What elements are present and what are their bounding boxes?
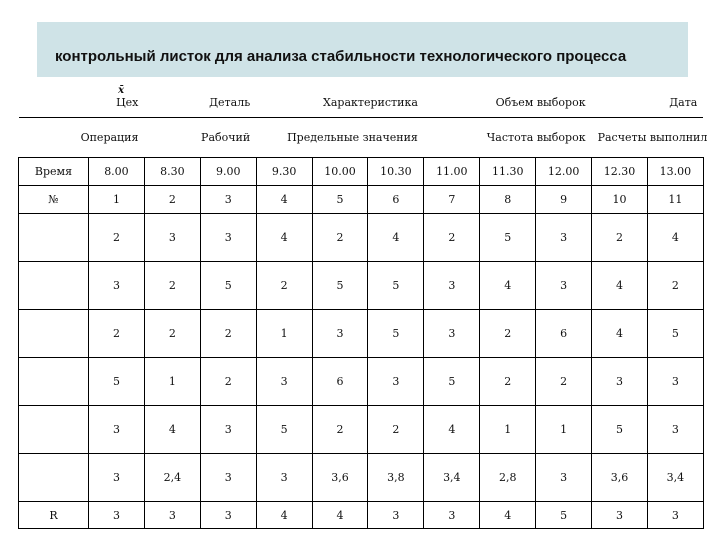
time-cell: 11.00 — [424, 158, 480, 186]
range-cell: 3 — [89, 502, 145, 529]
sample-cell: 3 — [368, 358, 424, 406]
header-field-label-value: Цех — [116, 95, 139, 109]
sample-cell: 3 — [256, 358, 312, 406]
sample-cell: 2 — [312, 214, 368, 262]
side-cell — [19, 454, 89, 502]
header-field-label-text — [116, 84, 139, 109]
number-cell: 2 — [144, 186, 200, 214]
mean-cell: 2,8 — [480, 454, 536, 502]
number-cell: 9 — [536, 186, 592, 214]
sample-cell: 2 — [592, 214, 648, 262]
sample-cell: 3 — [312, 310, 368, 358]
mean-cell: 3,8 — [368, 454, 424, 502]
mean-cell: 3,6 — [592, 454, 648, 502]
time-cell: 9.00 — [200, 158, 256, 186]
time-row — [19, 158, 704, 186]
sample-row — [19, 406, 704, 454]
sample-cell: 1 — [256, 310, 312, 358]
header-field-label: Расчеты выполнил — [592, 118, 704, 158]
sample-cell: 5 — [368, 310, 424, 358]
sample-row — [19, 214, 704, 262]
mean-cell: 3 — [256, 454, 312, 502]
sample-cell: 5 — [647, 310, 703, 358]
number-cell: 7 — [424, 186, 480, 214]
time-cell: 10.30 — [368, 158, 424, 186]
range-cell: 4 — [480, 502, 536, 529]
range-cell: 3 — [144, 502, 200, 529]
sample-row — [19, 310, 704, 358]
sample-cell: 2 — [89, 214, 145, 262]
range-cell: 3 — [200, 502, 256, 529]
sample-cell: 2 — [368, 406, 424, 454]
header-field-label: Деталь — [144, 87, 256, 118]
time-cell: 12.30 — [592, 158, 648, 186]
header-field-label: Предельные значения — [256, 118, 424, 158]
sample-cell: 6 — [312, 358, 368, 406]
header-row-1 — [19, 87, 704, 118]
sample-cell: 2 — [89, 310, 145, 358]
sample-cell: 4 — [256, 214, 312, 262]
header-field-label: Рабочий — [144, 118, 256, 158]
sample-cell: 3 — [200, 406, 256, 454]
number-label: № — [19, 186, 89, 214]
time-cell: 8.30 — [144, 158, 200, 186]
page-title: контрольный листок для анализа стабильности технологического процесса — [55, 48, 627, 65]
time-cell: 10.00 — [312, 158, 368, 186]
sample-cell: 4 — [592, 262, 648, 310]
number-row — [19, 186, 704, 214]
mean-cell: 3 — [536, 454, 592, 502]
sample-cell: 2 — [480, 358, 536, 406]
header-field-label: Операция — [19, 118, 145, 158]
time-cell: 9.30 — [256, 158, 312, 186]
sample-cell: 2 — [536, 358, 592, 406]
sample-cell: 4 — [647, 214, 703, 262]
mean-row — [19, 454, 704, 502]
control-sheet-table — [18, 84, 708, 529]
sample-cell: 5 — [312, 262, 368, 310]
sample-cell: 3 — [536, 214, 592, 262]
mean-symbol: x̄ — [118, 84, 125, 96]
sample-cell: 4 — [592, 310, 648, 358]
sample-cell: 3 — [647, 358, 703, 406]
time-cell: 11.30 — [480, 158, 536, 186]
range-cell: 4 — [312, 502, 368, 529]
sample-cell: 3 — [89, 406, 145, 454]
header-row-2 — [19, 118, 704, 158]
sample-cell: 1 — [144, 358, 200, 406]
sample-cell: 5 — [424, 358, 480, 406]
range-cell: 3 — [592, 502, 648, 529]
number-cell: 11 — [647, 186, 703, 214]
mean-cell: 2,4 — [144, 454, 200, 502]
sample-cell: 5 — [256, 406, 312, 454]
sample-cell: 1 — [536, 406, 592, 454]
side-cell — [19, 358, 89, 406]
header-field-label: Частота выборок — [424, 118, 592, 158]
range-row — [19, 502, 704, 529]
sample-cell: 4 — [480, 262, 536, 310]
sample-cell: 4 — [424, 406, 480, 454]
sample-cell: 1 — [480, 406, 536, 454]
header-field-label: Объем выборок — [424, 87, 592, 118]
mean-cell: 3,4 — [424, 454, 480, 502]
number-cell: 6 — [368, 186, 424, 214]
number-cell: 3 — [200, 186, 256, 214]
header-field-label: Дата — [592, 87, 704, 118]
sample-cell: 2 — [647, 262, 703, 310]
sample-cell: 2 — [480, 310, 536, 358]
sample-cell: 4 — [144, 406, 200, 454]
side-cell — [19, 214, 89, 262]
range-cell: 3 — [424, 502, 480, 529]
sample-cell: 4 — [368, 214, 424, 262]
header-field-label: Характеристика — [256, 87, 424, 118]
number-cell: 8 — [480, 186, 536, 214]
time-cell: 13.00 — [647, 158, 703, 186]
number-cell: 10 — [592, 186, 648, 214]
sample-cell: 3 — [536, 262, 592, 310]
range-cell: 5 — [536, 502, 592, 529]
sample-cell: 3 — [89, 262, 145, 310]
sample-cell: 2 — [312, 406, 368, 454]
number-cell: 4 — [256, 186, 312, 214]
sample-cell: 2 — [424, 214, 480, 262]
time-cell: 8.00 — [89, 158, 145, 186]
sample-cell: 3 — [200, 214, 256, 262]
sample-cell: 3 — [592, 358, 648, 406]
range-label: R — [19, 502, 89, 529]
time-label: Время — [19, 158, 89, 186]
sample-cell: 2 — [200, 310, 256, 358]
sample-cell: 3 — [144, 214, 200, 262]
sample-cell: 3 — [424, 262, 480, 310]
header-field-label — [19, 84, 145, 118]
sample-cell: 2 — [144, 262, 200, 310]
sample-row — [19, 358, 704, 406]
mean-cell: 3 — [89, 454, 145, 502]
sample-row — [19, 262, 704, 310]
number-cell: 5 — [312, 186, 368, 214]
sample-cell: 3 — [647, 406, 703, 454]
range-cell: 4 — [256, 502, 312, 529]
range-cell: 3 — [647, 502, 703, 529]
mean-cell: 3 — [200, 454, 256, 502]
sample-cell: 2 — [256, 262, 312, 310]
sample-cell: 6 — [536, 310, 592, 358]
sample-cell: 2 — [144, 310, 200, 358]
side-cell — [19, 262, 89, 310]
sample-cell: 5 — [480, 214, 536, 262]
sample-cell: 5 — [368, 262, 424, 310]
sample-cell: 2 — [200, 358, 256, 406]
mean-cell: 3,4 — [647, 454, 703, 502]
side-cell — [19, 406, 89, 454]
sample-cell: 5 — [592, 406, 648, 454]
side-cell — [19, 310, 89, 358]
sample-cell: 3 — [424, 310, 480, 358]
sample-cell: 5 — [200, 262, 256, 310]
range-cell: 3 — [368, 502, 424, 529]
time-cell: 12.00 — [536, 158, 592, 186]
title-banner — [37, 22, 688, 77]
number-cell: 1 — [89, 186, 145, 214]
sample-cell: 5 — [89, 358, 145, 406]
mean-cell: 3,6 — [312, 454, 368, 502]
